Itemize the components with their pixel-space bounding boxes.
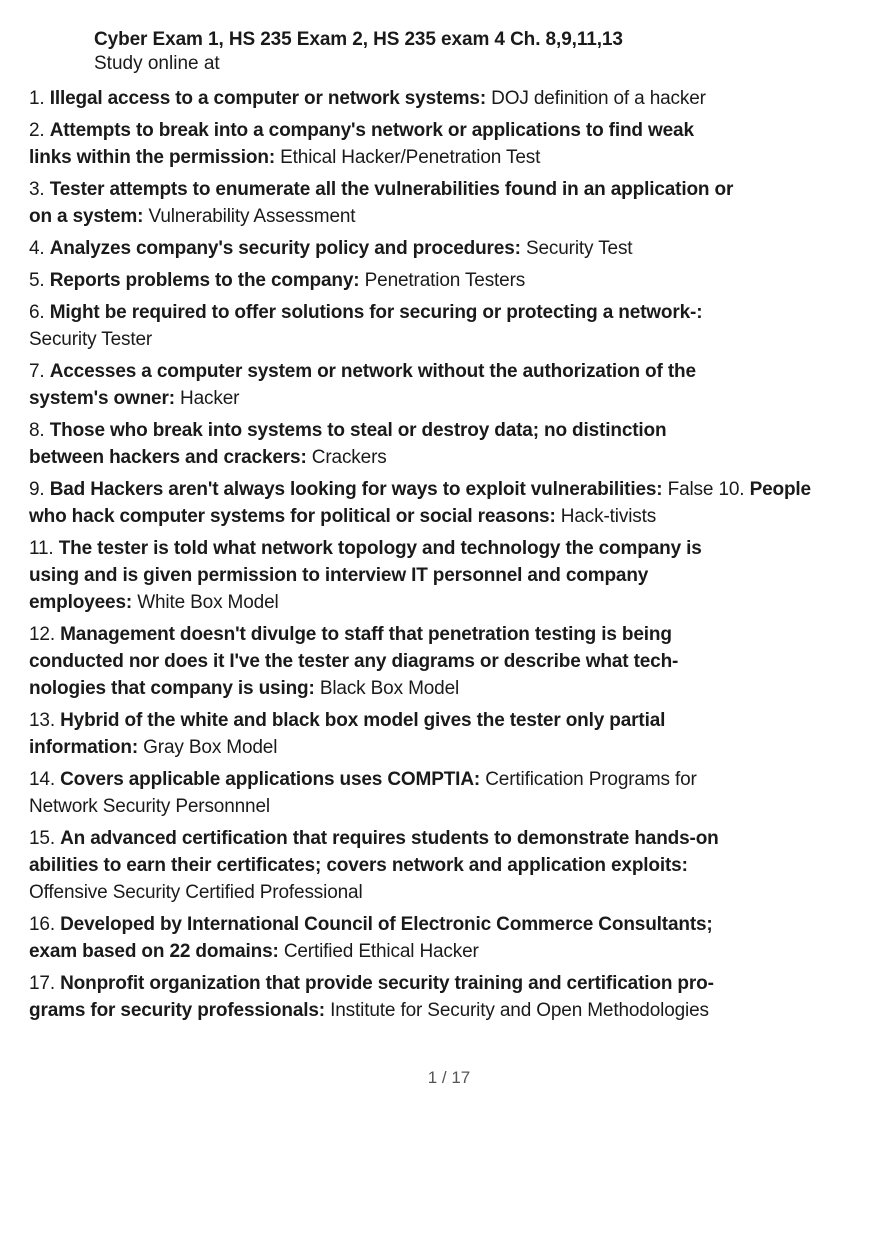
item-number: 5. [29, 270, 45, 291]
item-answer: Penetration Testers [364, 270, 526, 291]
item-number: 6. [29, 302, 45, 323]
item-number: 10. [718, 479, 745, 500]
item-question: Developed by International Council of Electronic Commerce Consultants; exam based on 22 domains: [29, 914, 713, 962]
item-question: Hybrid of the white and black box model gives the tester only partial information: [29, 710, 666, 758]
item-question: Nonprofit organization that provide security training and certification pro-grams for security professionals: [29, 973, 714, 1021]
item-question: Tester attempts to enumerate all the vulnerabilities found in an application or on a system: [29, 179, 734, 227]
flashcard-item-14 [29, 766, 739, 820]
item-answer: Ethical Hacker/Penetration Test [280, 147, 541, 168]
item-answer: Security Tester [29, 329, 153, 350]
item-answer: Hack-tivists [560, 506, 657, 527]
item-number: 2. [29, 120, 45, 141]
item-answer: Institute for Security and Open Methodologies [330, 1000, 709, 1021]
item-question: Analyzes company's security policy and procedures: [49, 238, 521, 259]
item-number: 15. [29, 828, 55, 849]
flashcard-list [29, 85, 811, 1029]
flashcard-item-11 [29, 535, 739, 616]
flashcard-item-12 [29, 621, 739, 702]
item-question: Attempts to break into a company's network or applications to find weak links within the permission: [29, 120, 694, 168]
flashcard-item-8 [29, 417, 739, 471]
flashcard-item-9-10 [29, 476, 839, 530]
item-question: Bad Hackers aren't always looking for ways to exploit vulnerabilities: [49, 479, 663, 500]
item-question: Might be required to offer solutions for securing or protecting a network-: [49, 302, 703, 323]
item-number: 13. [29, 710, 55, 731]
item-number: 1. [29, 88, 45, 109]
flashcard-item-6 [29, 299, 739, 353]
item-question: People who hack computer systems for political or social reasons: [29, 479, 811, 527]
item-number: 17. [29, 973, 55, 994]
item-answer: False [667, 479, 714, 500]
study-online-text: Study online at [94, 53, 220, 74]
item-answer: Offensive Security Certified Professional [29, 882, 363, 903]
item-question: The tester is told what network topology and technology the company is using and is given permission to interview IT personnel and company employees: [29, 538, 702, 613]
flashcard-item-17 [29, 970, 739, 1024]
flashcard-item-1 [29, 85, 739, 112]
document-title: Cyber Exam 1, HS 235 Exam 2, HS 235 exam 4 Ch. 8,9,11,13 [94, 29, 623, 50]
item-number: 4. [29, 238, 45, 259]
item-answer: Certification Programs for Network Security Personnnel [29, 769, 697, 817]
item-number: 7. [29, 361, 45, 382]
item-number: 12. [29, 624, 55, 645]
flashcard-item-5 [29, 267, 739, 294]
item-number: 16. [29, 914, 55, 935]
item-answer: White Box Model [137, 592, 279, 613]
item-answer: Hacker [180, 388, 240, 409]
item-question: Accesses a computer system or network without the authorization of the system's owner: [29, 361, 696, 409]
flashcard-item-7 [29, 358, 739, 412]
item-answer: Black Box Model [319, 678, 460, 699]
item-answer: DOJ definition of a hacker [491, 88, 706, 109]
item-number: 8. [29, 420, 45, 441]
item-question: An advanced certification that requires students to demonstrate hands-on abilities to earn their certificates; covers network and application exploits: [29, 828, 719, 876]
page-number: 1 / 17 [427, 1068, 471, 1087]
flashcard-item-16 [29, 911, 739, 965]
flashcard-item-15 [29, 825, 739, 906]
item-answer: Crackers [311, 447, 387, 468]
item-number: 9. [29, 479, 45, 500]
item-number: 3. [29, 179, 45, 200]
item-question: Management doesn't divulge to staff that penetration testing is being conducted nor does it I've the tester any diagrams or describe what tech-nologies that company is using: [29, 624, 679, 699]
item-number: 14. [29, 769, 55, 790]
item-answer: Certified Ethical Hacker [283, 941, 479, 962]
flashcard-item-13 [29, 707, 739, 761]
item-question: Illegal access to a computer or network systems: [49, 88, 486, 109]
item-question: Those who break into systems to steal or destroy data; no distinction between hackers and crackers: [29, 420, 667, 468]
item-answer: Security Test [525, 238, 633, 259]
item-answer: Vulnerability Assessment [148, 206, 356, 227]
item-question: Reports problems to the company: [49, 270, 360, 291]
document-header [94, 28, 794, 76]
item-answer: Gray Box Model [143, 737, 278, 758]
item-question: Covers applicable applications uses COMPTIA: [60, 769, 481, 790]
flashcard-item-3 [29, 176, 739, 230]
flashcard-item-2 [29, 117, 739, 171]
flashcard-item-4 [29, 235, 739, 262]
item-number: 11. [29, 538, 54, 559]
